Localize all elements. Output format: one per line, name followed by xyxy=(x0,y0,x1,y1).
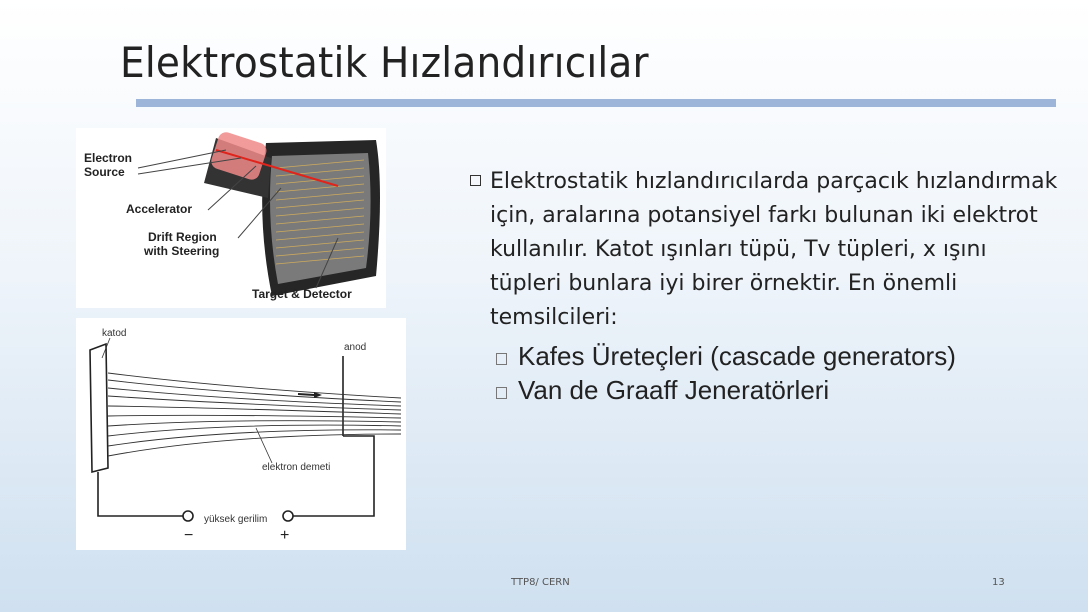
bullet-box-icon xyxy=(496,387,507,399)
cathode-plate xyxy=(90,344,108,472)
terminal-negative xyxy=(183,511,193,521)
label-anod: anod xyxy=(344,342,367,353)
label-katod: katod xyxy=(102,328,127,339)
label-minus: − xyxy=(184,527,194,544)
sub-bullet-text: Van de Graaff Jeneratörleri xyxy=(518,375,830,405)
crt-diagram xyxy=(76,128,386,308)
sub-bullet-list xyxy=(496,339,1060,407)
terminal-positive xyxy=(283,511,293,521)
crt-screen-face xyxy=(270,153,371,284)
bullet-list xyxy=(470,165,1060,407)
label-target-detector: Target & Detector xyxy=(252,287,352,301)
bullet-box-icon xyxy=(470,175,481,186)
label-drift-region: Drift Region with Steering xyxy=(144,230,220,258)
slide-title: Elektrostatik Hızlandırıcılar xyxy=(120,38,649,87)
label-electron-source: Electron Source xyxy=(84,151,133,179)
circuit-wires xyxy=(98,436,374,516)
sub-bullet-item xyxy=(496,339,1060,373)
label-elektron-demeti: elektron demeti xyxy=(262,462,331,473)
electron-beam-diagram xyxy=(76,318,406,550)
slide-footer: TTP8/ CERN xyxy=(511,577,570,588)
label-accelerator: Accelerator xyxy=(126,202,193,216)
bullet-box-icon xyxy=(496,353,507,365)
main-bullet xyxy=(470,165,1060,335)
title-underline xyxy=(136,99,1056,107)
page-number: 13 xyxy=(992,577,1005,588)
main-bullet-text: Elektrostatik hızlandırıcılarda parçacık hızlandırmak için, aralarına potansiyel farkı bulunan iki elektrot kullanılır. Katot ışınları tüpü, Tv tüpleri, x ışını tüpleri bunlara iyi birer örnektir. En önemli temsilcileri: xyxy=(490,169,1058,330)
label-yuksek-gerilim: yüksek gerilim xyxy=(204,514,268,525)
beam-lines xyxy=(108,373,401,456)
sub-bullet-item xyxy=(496,373,1060,407)
label-plus: + xyxy=(280,527,290,544)
beam-arrow xyxy=(298,394,314,395)
sub-bullet-text: Kafes Üreteçleri (cascade generators) xyxy=(518,341,956,371)
